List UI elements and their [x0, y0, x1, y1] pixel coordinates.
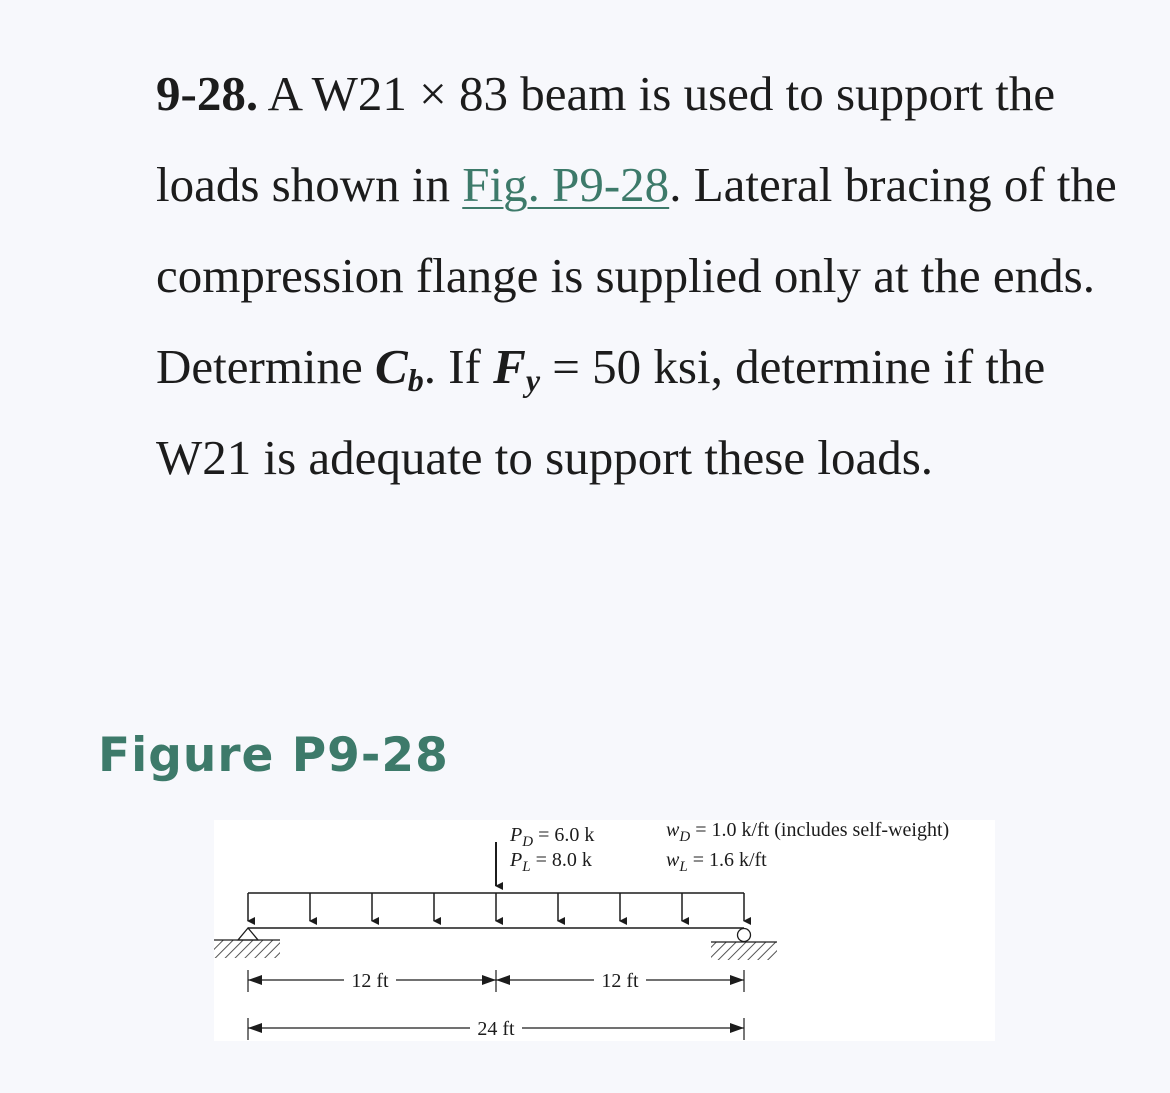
dim-right-label: 12 ft: [601, 970, 639, 992]
dim-total-label: 24 ft: [477, 1018, 515, 1040]
problem-statement: [156, 48, 1146, 503]
wl-label: $w_L = 1.6$ k/ft: [666, 849, 767, 875]
problem-number: 9-28.: [156, 66, 259, 121]
roller-support: [711, 929, 777, 961]
figure-heading: Figure P9-28: [98, 728, 449, 783]
wd-label: $w_D = 1.0$ k/ft (includes self-weight): [666, 820, 950, 845]
problem-text-1: A W21 × 83 beam is used to support the loads shown in: [156, 66, 1056, 212]
pd-label: $P_D = 6.0$ k: [510, 824, 595, 850]
figure-link[interactable]: Fig. P9-28: [462, 157, 670, 212]
problem-text-4: = 50 ksi, determine if the W21 is adequate to support these loads.: [156, 339, 1046, 485]
problem-text-2: . Lateral bracing of the compression flange is supplied only at the ends. Determine: [156, 157, 1117, 394]
beam-figure: [214, 820, 995, 1041]
fy-symbol: $F_y$: [493, 339, 541, 398]
cb-symbol: $C_b$: [375, 339, 424, 398]
problem-text-3: . If: [423, 339, 494, 394]
dim-left-label: 12 ft: [351, 970, 389, 992]
distributed-load-arrows: [248, 893, 744, 921]
pin-support: [214, 928, 280, 958]
pl-label: $P_L = 8.0$ k: [510, 849, 592, 875]
